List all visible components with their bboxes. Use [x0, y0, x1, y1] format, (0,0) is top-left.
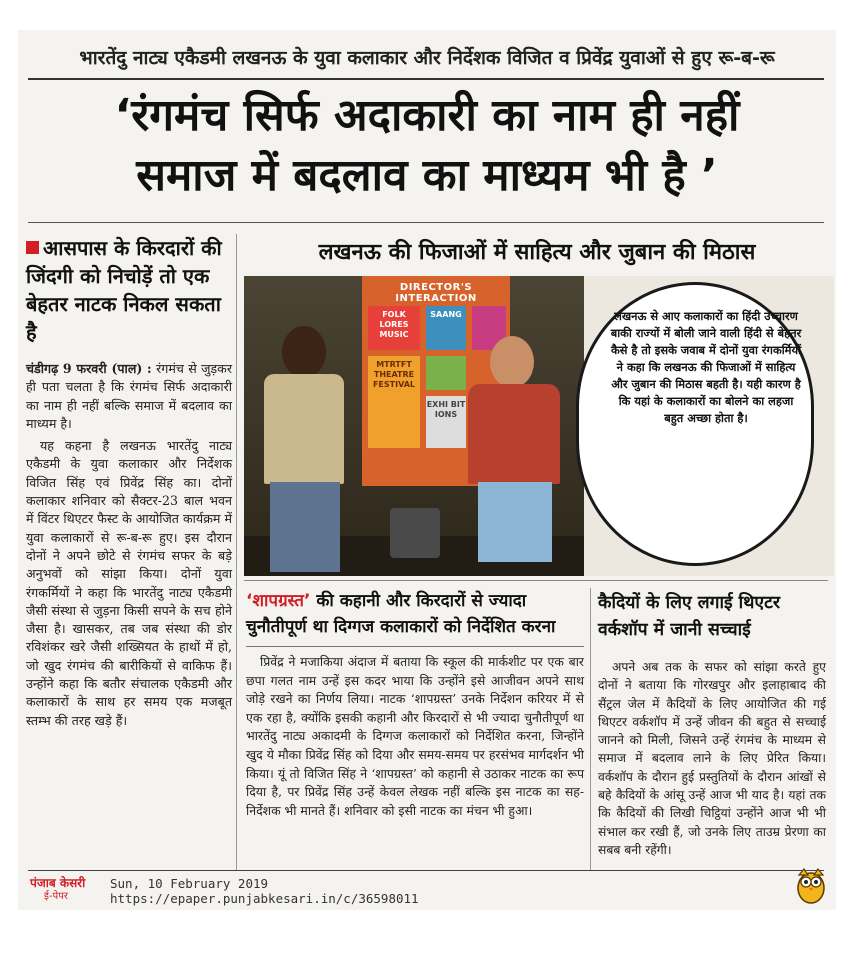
kicker-line: भारतेंदु नाट्य एकैडमी लखनऊ के युवा कलाकार और निर्देशक विजित व प्रिवेंद्र युवाओं से हुए रू-ब-रू: [79, 47, 775, 69]
poster-title: DIRECTOR'S INTERACTION: [395, 282, 477, 304]
poster-tile-theatre-festival: MTRTFT THEATRE FESTIVAL: [368, 356, 420, 448]
publisher-logo: [30, 876, 104, 903]
callout-text: लखनऊ से आए कलाकारों का हिंदी उच्चारण बाकी राज्यों में बोली जाने वाली हिंदी से बेहतर कैसे है तो इसके जवाब में दोनों युवा रंगकर्मियों ने कहा कि लखनऊ की फिजाओं में साहित्य और जुबान की मिठास बहती है। यही कारण है कि यहां के कलाकारों का बोलने का लहजा बहुत अच्छा होता है।: [610, 309, 802, 425]
divider: [244, 580, 828, 581]
side-table: [390, 508, 440, 558]
left-para-1-text: रंगमंच से जुड़कर ही पता चलता है कि रंगमंच सिर्फ अदाकारी का नाम ही नहीं बल्कि समाज में बदलाव का माध्यम है।: [26, 361, 232, 431]
speaker-left-torso: [264, 374, 344, 484]
speaker-right-legs: [478, 482, 552, 562]
feature-section-title: लखनऊ की फिजाओं में साहित्य और जुबान की मिठास: [318, 240, 756, 265]
middle-article-heading: [246, 588, 584, 640]
red-square-bullet-icon: [26, 241, 39, 254]
left-subheading: [26, 234, 232, 346]
right-article-heading: कैदियों के लिए लगाई थिएटर वर्कशॉप में जानी सच्चाई: [598, 593, 781, 640]
owl-mascot-icon: [796, 866, 826, 904]
left-para-1: [26, 360, 232, 433]
footer-rule: [28, 870, 824, 871]
right-article: [598, 590, 826, 859]
headline-line-1: ‘रंगमंच सिर्फ अदाकारी का नाम ही नहीं: [114, 90, 740, 141]
epaper-link[interactable]: https://epaper.punjabkesari.in/c/36598011: [110, 891, 419, 906]
speaker-right-head: [490, 336, 534, 388]
quote-callout: [584, 276, 834, 576]
speaker-left-figure: [254, 326, 354, 576]
divider: [28, 222, 824, 223]
speaker-right-torso: [468, 384, 560, 484]
heading-rest: की कहानी और किरदारों से ज्यादा चुनौतीपूर्ण था दिग्गज कलाकारों को निर्देशित करना: [246, 591, 556, 637]
poster-tile-saang: SAANG: [426, 306, 466, 350]
divider: [28, 78, 824, 80]
event-photo: [244, 276, 584, 576]
publisher-subtitle: ई-पेपर: [44, 891, 68, 902]
dateline: चंडीगढ़ 9 फरवरी (पाल) :: [26, 361, 152, 376]
headline: [18, 86, 836, 206]
poster-tile-folklores: FOLK LORES MUSIC: [368, 306, 420, 350]
speaker-left-legs: [270, 482, 340, 572]
left-body: [26, 360, 232, 730]
left-para-2: यह कहना है लखनऊ भारतेंदु नाट्य एकैडमी के युवा कलाकार और निर्देशक विजित सिंह एवं प्रिवेंद्र सिंह का। दोनों कलाकार शनिवार को सैक्टर-23 बाल भवन में विंटर थिएटर फैस्ट के आयोजित कार्यक्रम में युवा कलाकारों से रू-ब-रू हुए। इस दौरान दोनों ने अपने छोटे से रंगमंच सफर के बड़े अनुभवों को सांझा किया। दोनों युवा रंगकर्मियों ने कहा कि भारतेंदु नाट्य एकैडमी जैसी संस्था से जुड़ना किसी सपने के सच होने जैसा है। खासकर, तब जब संस्था की डोर रविशंकर खरे जैसी शख्सियत के हाथों में हो, जो खुद रंगमंच की बारीकियों से वाकिफ हैं। उन्होंने कहा कि बतौर संचालक एकैडमी और कलाकारों के साथ हर समय एक मजबूत स्तम्भ की तरह खड़े हैं।: [26, 438, 232, 728]
edition-date: Sun, 10 February 2019: [110, 876, 269, 891]
poster-tile-exhibitions: EXHI BIT IONS: [426, 396, 466, 448]
column-rule: [236, 234, 237, 870]
divider: [246, 646, 584, 647]
speaker-right-figure: [456, 336, 576, 576]
left-subheading-text: आसपास के किरदारों की जिंदगी को निचोड़ें तो एक बेहतर नाटक निकल सकता है: [26, 236, 222, 344]
newspaper-clipping: [18, 30, 836, 910]
headline-line-2: समाज में बदलाव का माध्यम भी है ’: [136, 150, 718, 201]
speaker-left-head: [282, 326, 326, 378]
right-article-body: अपने अब तक के सफर को सांझा करते हुए दोनों ने बताया कि गोरखपुर और इलाहाबाद की सैंट्रल जेल में कैदियों के लिए आयोजित की गई थिएटर वर्कशॉप में उन्हें जीवन की बहुत से सच्चाई जानने को मिली, जिसने उन्हें रंगमंच के माध्यम से समाज में बदलाव लाने के लिए प्रेरित किया। वर्कशॉप के दौरान हुई प्रस्तुतियों के दौरान आंखों से बहे कैदियों के आंसू उन्हें आज भी याद है। यहां तक कि कैदियों की लिखी चिट्ठियां उन्होंने आज भी भी संभाल कर रखी हैं, जो उनके लिए ताउम्र प्रेरणा का सबब बनी रहेंगी।: [598, 660, 826, 857]
column-rule: [590, 588, 591, 870]
left-column-article: [26, 234, 232, 730]
heading-highlight: ‘शापग्रस्त’: [246, 591, 311, 611]
publisher-name: पंजाब केसरी: [30, 876, 86, 890]
footer: [30, 876, 824, 906]
middle-article-body: प्रिवेंद्र ने मजाकिया अंदाज में बताया कि स्कूल की मार्कशीट पर एक बार छपा गलत नाम उन्हें इस कदर भाया कि उन्होंने इसे आजीवन अपने साथ जोड़े रखने का निर्णय लिया। नाटक ‘शापग्रस्त’ उनके निर्देशन करियर में से एक रहा है, क्योंकि इसकी कहानी और किरदारों से भी ज्यादा चुनौतीपूर्ण था भारतेंदु नाट्य अकादमी के दिग्गज कलाकारों को निर्देशित करना, जिन्होंने खुद ये मौका प्रिवेंद्र सिंह को दिया और समय-समय पर हरसंभव मार्गदर्शन भी किया। यूं तो विजित सिंह ने ‘शापग्रस्त’ को कहानी से उठाकर नाटक का रूप दिया है, पर प्रिवेंद्र सिंह उन्हें केवल लेखक नहीं बल्कि इस नाटक का सह-निर्देशक भी मानते हैं। शनिवार को इसी नाटक का मंचन भी हुआ।: [246, 654, 584, 818]
middle-article: [246, 588, 584, 820]
